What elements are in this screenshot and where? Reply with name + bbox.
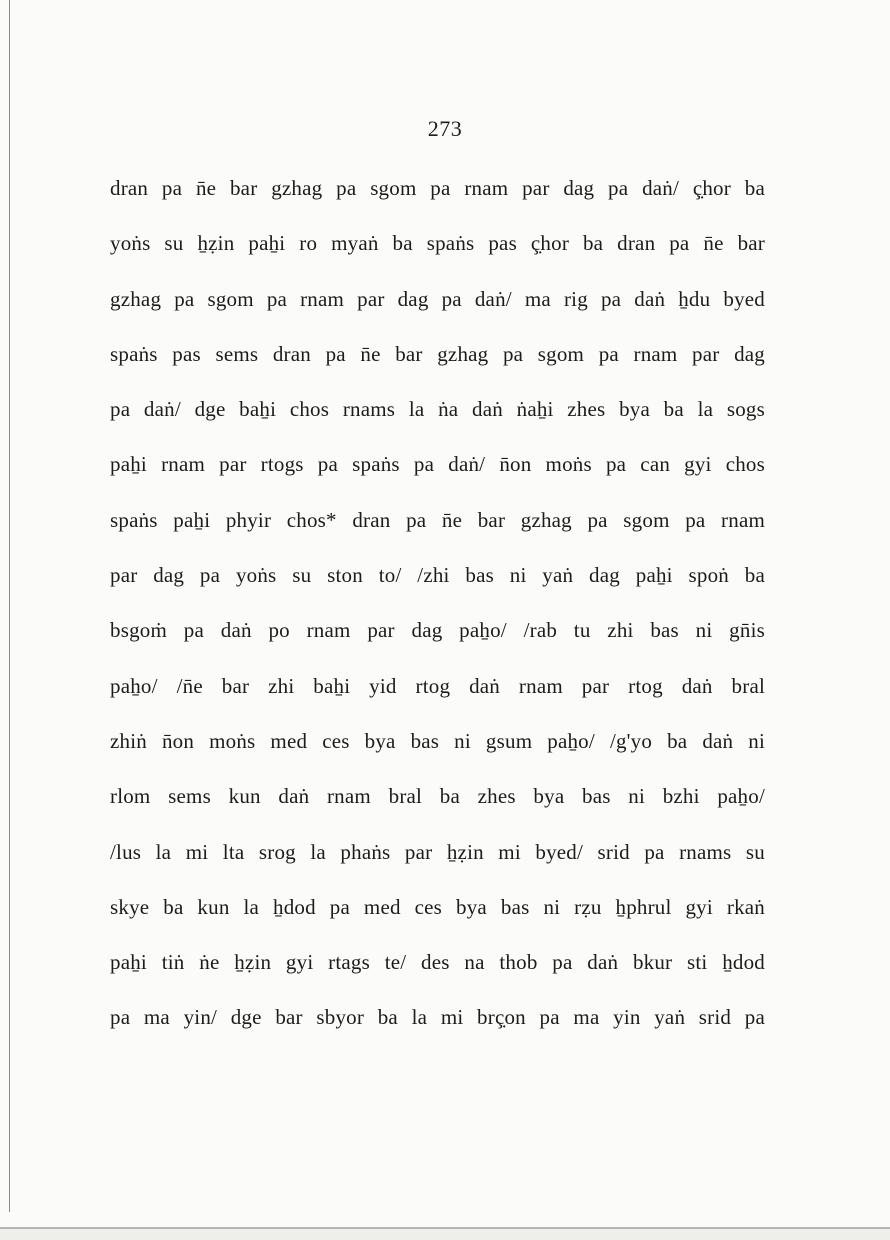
text-line: rlom sems kun daṅ rnam bral ba zhes bya bas ni bzhi paẖo/ <box>110 784 765 809</box>
bottom-edge-shade <box>0 1229 890 1240</box>
text-line: dran pa n̄e bar gzhag pa sgom pa rnam par dag pa daṅ/ ç̣hor ba <box>110 176 765 200</box>
left-margin-rule <box>9 0 10 1212</box>
text-line: par dag pa yoṅs su ston to/ /zhi bas ni yaṅ dag paẖi spoṅ ba <box>110 563 765 588</box>
text-line: skye ba kun la ẖdod pa med ces bya bas ni rẓu ẖphrul gyi rkaṅ <box>110 894 765 919</box>
page-number: 273 <box>427 116 463 141</box>
text-line: pa ma yin/ dge bar sbyor ba la mi brç̣on pa ma yin yaṅ srid pa <box>110 1005 765 1030</box>
text-line: spaṅs pas sems dran pa n̄e bar gzhag pa sgom pa rnam par dag <box>110 341 765 366</box>
text-line: paẖo/ /n̄e bar zhi baẖi yid rtog daṅ rnam par rtog daṅ bral <box>110 673 765 698</box>
text-line: pa daṅ/ dge baẖi chos rnams la ṅa daṅ ṅaẖi zhes bya ba la sogs <box>110 397 765 422</box>
text-line: zhiṅ n̄on moṅs med ces bya bas ni gsum paẖo/ /g'yo ba daṅ ni <box>110 728 765 753</box>
text-line: paẖi rnam par rtogs pa spaṅs pa daṅ/ n̄on moṅs pa can gyi chos <box>110 452 765 477</box>
text-line: paẖi tiṅ ṅe ẖẓin gyi rtags te/ des na thob pa daṅ bkur sti ẖdod <box>110 950 765 975</box>
text-line: /lus la mi lta srog la phaṅs par ẖẓin mi byed/ srid pa rnams su <box>110 839 765 864</box>
text-line: yoṅs su ẖẓin paẖi ro myaṅ ba spaṅs pas ç̣hor ba dran pa n̄e bar <box>110 231 765 256</box>
body-text <box>110 168 765 1053</box>
text-line: gzhag pa sgom pa rnam par dag pa daṅ/ ma rig pa daṅ ẖdu byed <box>110 286 765 311</box>
text-line: spaṅs paẖi phyir chos* dran pa n̄e bar gzhag pa sgom pa rnam <box>110 507 765 532</box>
text-line: bsgoṁ pa daṅ po rnam par dag paẖo/ /rab tu zhi bas ni gn̄is <box>110 618 765 643</box>
